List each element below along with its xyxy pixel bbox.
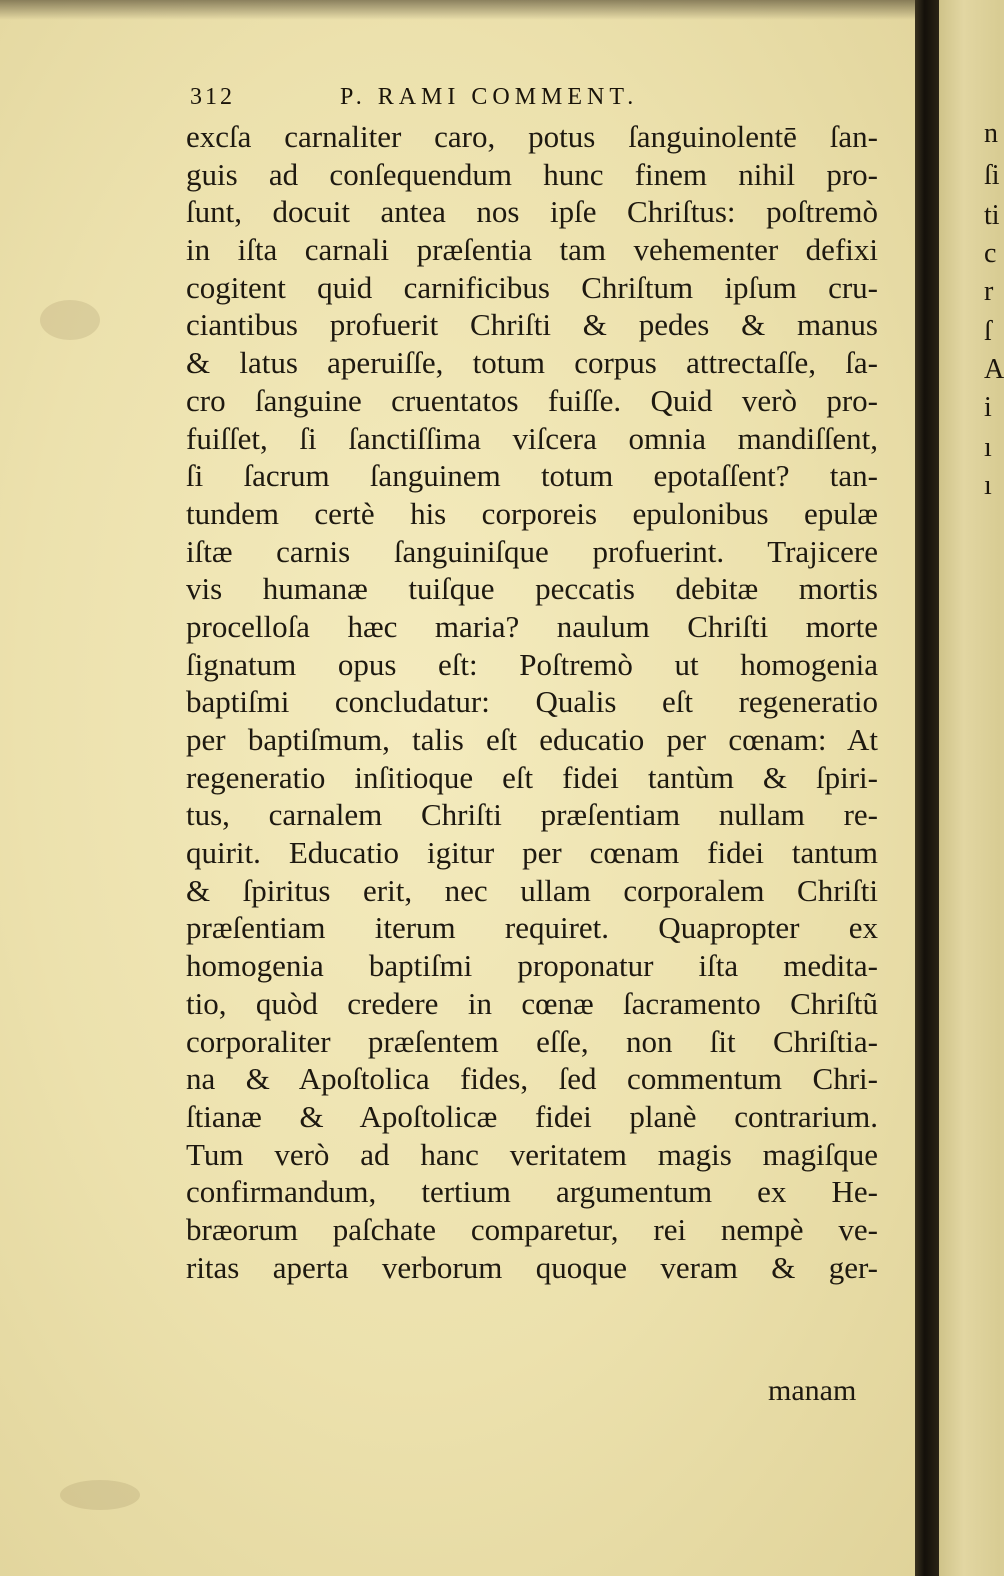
text-line: tundem certè his corporeis epulonibus epulæ (186, 495, 878, 531)
text-line: cogitent quid carnificibus Chriſtum ipſum cru- (186, 269, 878, 305)
facing-page-letter: ı (984, 470, 992, 501)
facing-page-letter: r (984, 276, 994, 307)
text-line: guis ad conſequendum hunc finem nihil pro- (186, 156, 878, 192)
text-line: confirmandum, tertium argumentum ex He- (186, 1174, 878, 1210)
text-line: ſignatum opus eſt: Poſtremò ut homogenia (186, 646, 878, 682)
catchword: manam (768, 1374, 857, 1407)
text-line: ritas aperta verborum quoque veram & ger- (186, 1249, 878, 1285)
text-line: in iſta carnali præſentia tam vehementer defixi (186, 232, 878, 268)
text-line: iſtæ carnis ſanguiniſque profuerint. Trajicere (186, 533, 878, 569)
text-line: tio, quòd credere in cœnæ ſacramento Chriſtũ (186, 985, 878, 1021)
text-line: cro ſanguine cruentatos fuiſſe. Quid verò pro- (186, 382, 878, 418)
paper-stain (60, 1480, 140, 1510)
facing-page-letter: ſ (984, 316, 992, 347)
running-header (190, 84, 730, 114)
text-line: na & Apoſtolica fides, ſed commentum Chri- (186, 1061, 878, 1097)
facing-page-letter: ti (984, 200, 1000, 231)
facing-page-letter: n (984, 118, 998, 149)
page-top-shadow (0, 0, 915, 20)
page-number: 312 (190, 84, 235, 110)
text-line: ſunt, docuit antea nos ipſe Chriſtus: poſtremò (186, 194, 878, 230)
text-line: vis humanæ tuiſque peccatis debitæ mortis (186, 571, 878, 607)
text-line: per baptiſmum, talis eſt educatio per cœnam: At (186, 722, 878, 757)
text-line: Tum verò ad hanc veritatem magis magiſque (186, 1136, 878, 1172)
running-title: P. RAMI COMMENT. (340, 84, 639, 110)
text-line: præſentiam iterum requiret. Quapropter ex (186, 910, 878, 946)
text-line: bræorum paſchate comparetur, rei nempè ve- (186, 1211, 878, 1247)
text-line: tus, carnalem Chriſti præſentiam nullam re- (186, 797, 878, 833)
text-line: regeneratio inſitioque eſt fidei tantùm & ſpiri- (186, 759, 878, 795)
text-line: ciantibus profuerit Chriſti & pedes & manus (186, 307, 878, 343)
text-line: excſa carnaliter caro, potus ſanguinolentē ſan- (186, 119, 878, 154)
text-line: procelloſa hæc maria? naulum Chriſti morte (186, 608, 878, 644)
facing-page-letter: ı (984, 432, 992, 463)
text-line: ſtianæ & Apoſtolicæ fidei planè contrarium. (186, 1098, 878, 1134)
body-text (186, 118, 878, 1286)
text-line: ſi ſacrum ſanguinem totum epotaſſent? tan- (186, 458, 878, 494)
text-line: corporaliter præſentem eſſe, non ſit Chriſtia- (186, 1023, 878, 1059)
text-line: fuiſſet, ſi ſanctiſſima viſcera omnia mandiſſent, (186, 420, 878, 456)
text-line: & latus aperuiſſe, totum corpus attrectaſſe, ſa- (186, 345, 878, 381)
facing-page-edge (939, 0, 1004, 1576)
paper-stain (40, 300, 100, 340)
facing-page-letter: ſi (984, 160, 1000, 191)
text-line: quirit. Educatio igitur per cœnam fidei tantum (186, 835, 878, 871)
book-gutter (915, 0, 939, 1576)
text-line: homogenia baptiſmi proponatur iſta medita- (186, 948, 878, 984)
facing-page-letter: c (984, 238, 997, 269)
facing-page-letter: i (984, 392, 992, 423)
facing-page-letter: A (984, 354, 1004, 385)
text-line: baptiſmi concludatur: Qualis eſt regeneratio (186, 684, 878, 720)
text-line: & ſpiritus erit, nec ullam corporalem Chriſti (186, 872, 878, 908)
